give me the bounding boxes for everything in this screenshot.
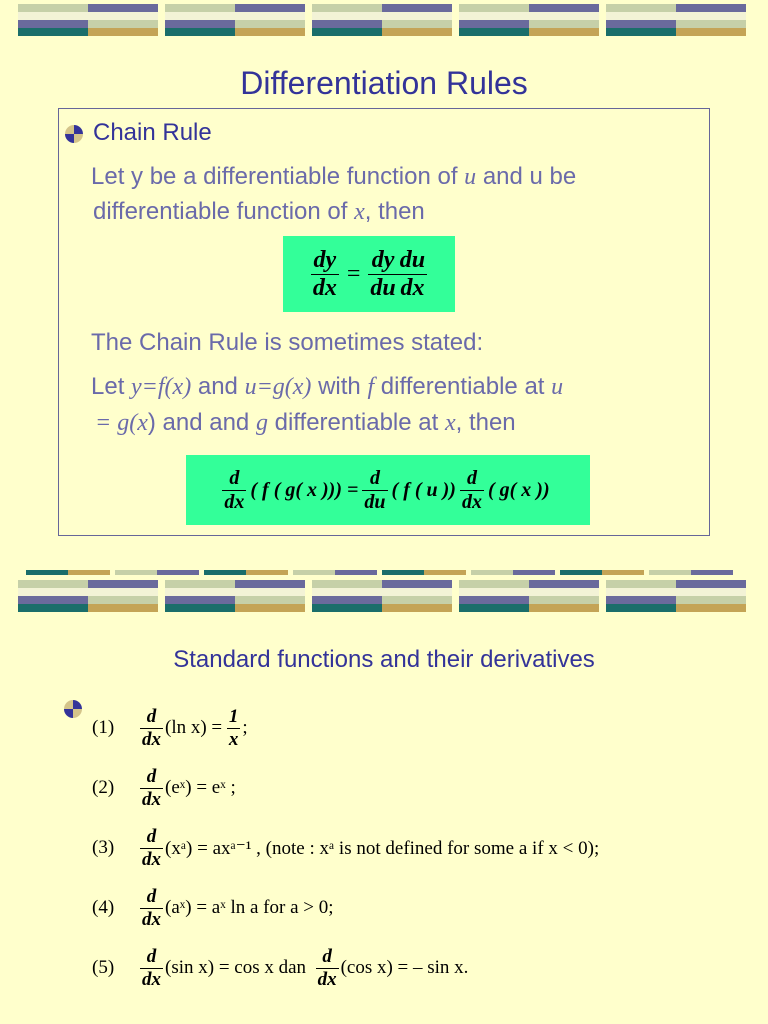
chain-rule-expanded-formula: $\frac{d}{dx}$ ( f ( g( x ))) = $\frac{d}{du}$ ( f ( u )) $\frac{d}{dx}$ ( g( x )) [186, 455, 590, 525]
stripe-tile [459, 4, 599, 36]
thin-stripe [115, 570, 199, 575]
derivative-row-5: (5) $\frac{d}{dx}$ (sin x) = cos x dan $\frac{d}{dx}$ (cos x) = – sin x. [92, 945, 469, 990]
stripe-tile [165, 4, 305, 36]
bullet-icon [64, 700, 82, 718]
slide-title: Standard functions and their derivatives [173, 646, 595, 673]
stripe-tile [18, 4, 158, 36]
stripe-tile [165, 580, 305, 612]
thin-stripe [649, 570, 733, 575]
slide-title: Differentiation Rules [240, 65, 528, 101]
intro-line-1: Let y be a differentiable function of u and u be [91, 163, 577, 190]
stripe-tile [312, 4, 452, 36]
thin-stripe [293, 570, 377, 575]
stripe-tile [459, 580, 599, 612]
stripe-tile [18, 580, 158, 612]
let-line-2: = g(x) and and g differentiable at x, then [95, 409, 516, 436]
stated-line: The Chain Rule is sometimes stated: [91, 329, 484, 356]
derivative-row-4: (4) $\frac{d}{dx}$ (aˣ) = aˣ ln a for a > 0; [92, 885, 334, 930]
section-heading: Chain Rule [93, 119, 212, 146]
let-line: Let y=f(x) and u=g(x) with f differentiable at u [91, 373, 564, 400]
thin-stripe [382, 570, 466, 575]
chain-rule-formula: $\frac{dy}{dx}$ = $\frac{dy}{du}$ $\frac{du}{dx}$ [283, 236, 455, 312]
derivative-row-1: (1) $\frac{d}{dx}$ (ln x) = $\frac{1}{x}$ ; [92, 705, 248, 750]
stripe-tile [312, 580, 452, 612]
thin-stripe [560, 570, 644, 575]
content-box [58, 108, 710, 536]
derivative-row-3: (3) $\frac{d}{dx}$ (xᵃ) = axᵃ⁻¹ , (note : xᵃ is not defined for some a if x < 0); [92, 825, 600, 870]
stripe-tile [606, 580, 746, 612]
intro-line-2: differentiable function of x, then [93, 198, 425, 225]
slide-standard-derivatives [0, 548, 768, 1024]
bullet-icon [65, 125, 83, 143]
stripe-tile [606, 4, 746, 36]
thin-stripe [471, 570, 555, 575]
derivative-row-2: (2) $\frac{d}{dx}$ (eˣ) = eˣ ; [92, 765, 236, 810]
thin-stripe [26, 570, 110, 575]
thin-stripe [204, 570, 288, 575]
